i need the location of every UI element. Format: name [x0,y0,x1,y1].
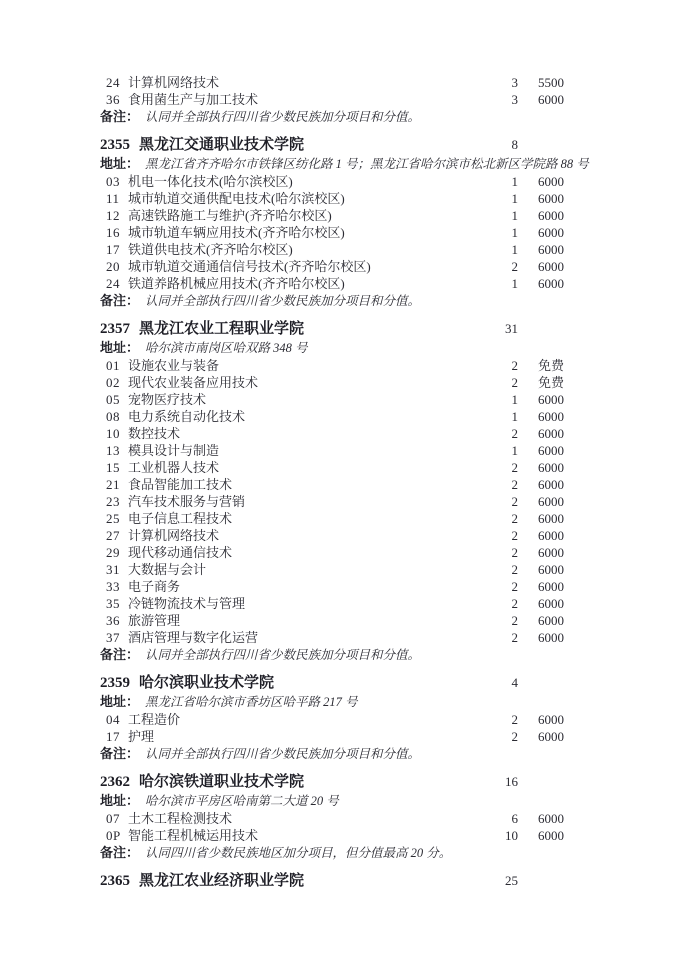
program-fee: 6000 [538,92,564,107]
program-fee: 6000 [538,477,564,492]
program-row [100,459,564,476]
program-row [100,173,564,190]
note-text: 认同并全部执行四川省少数民族加分项目和分值。 [145,648,421,662]
note-label: 备注： [100,647,140,662]
program-code: 29 [106,545,120,560]
program-quota: 3 [511,92,518,107]
program-name: 土木工程检测技术 [128,811,233,826]
program-name: 设施农业与装备 [128,358,220,373]
program-quota: 2 [511,426,518,441]
program-fee: 6000 [538,174,564,189]
program-name: 计算机网络技术 [128,528,220,543]
program-row [100,810,564,827]
program-row [100,629,564,646]
note-text: 认同四川省少数民族地区加分项目，但分值最高 20 分。 [145,846,452,860]
program-quota: 2 [511,528,518,543]
program-code: 27 [106,528,120,543]
program-row [100,711,564,728]
address-label: 地址： [100,793,140,808]
program-name: 汽车技术服务与营销 [128,494,246,509]
address-label: 地址： [100,340,140,355]
institution-header [100,319,564,339]
program-quota: 1 [511,409,518,424]
program-quota: 1 [511,174,518,189]
program-name: 城市轨道交通通信信号技术(齐齐哈尔校区) [128,259,371,274]
program-fee: 6000 [538,409,564,424]
program-row [100,728,564,745]
program-quota: 2 [511,511,518,526]
program-name: 酒店管理与数字化运营 [128,630,259,645]
address-label: 地址： [100,156,140,171]
program-fee: 6000 [538,596,564,611]
program-row [100,442,564,459]
program-quota: 2 [511,613,518,628]
institution-header [100,673,564,693]
program-fee: 6000 [538,579,564,594]
program-name: 工业机器人技术 [128,460,220,475]
program-row [100,275,564,292]
program-fee: 6000 [538,511,564,526]
program-quota: 2 [511,375,518,390]
program-name: 高速铁路施工与维护(齐齐哈尔校区) [128,208,332,223]
program-quota: 3 [511,75,518,90]
program-name: 现代农业装备应用技术 [128,375,259,390]
program-quota: 6 [511,811,518,826]
program-row [100,827,564,844]
institution-total-quota: 8 [511,137,518,152]
program-fee: 6000 [538,225,564,240]
program-fee: 6000 [538,208,564,223]
program-row [100,595,564,612]
institution-name: 黑龙江交通职业技术学院 [139,136,305,153]
remark-line [100,844,564,862]
address-line [100,693,564,711]
program-quota: 2 [511,545,518,560]
program-quota: 2 [511,358,518,373]
program-fee: 6000 [538,242,564,257]
program-name: 城市轨道车辆应用技术(齐齐哈尔校区) [128,225,345,240]
institution-code: 2359 [100,675,130,691]
address-text: 黑龙江省齐齐哈尔市铁锋区纺化路 1 号；黑龙江省哈尔滨市松北新区学院路 88 号 [145,157,589,171]
program-code: 25 [106,511,120,526]
institution-section [100,135,589,310]
program-row [100,408,564,425]
note-label: 备注： [100,109,140,124]
program-row [100,258,564,275]
program-code: 20 [106,259,120,274]
program-fee: 6000 [538,729,564,744]
program-name: 电子信息工程技术 [128,511,233,526]
program-name: 数控技术 [128,426,181,441]
program-fee: 6000 [538,426,564,441]
program-fee: 免费 [537,375,564,390]
program-name: 冷链物流技术与管理 [128,596,246,611]
program-code: 11 [106,191,120,206]
program-name: 现代移动通信技术 [128,545,233,560]
program-code: 0P [106,828,121,843]
program-code: 37 [106,630,120,645]
program-fee: 6000 [538,276,564,291]
program-code: 12 [106,208,120,223]
program-fee: 6000 [538,811,564,826]
program-code: 24 [106,75,120,90]
program-quota: 2 [511,494,518,509]
address-line [100,339,564,357]
program-code: 23 [106,494,120,509]
note-label: 备注： [100,746,140,761]
program-code: 17 [106,729,120,744]
program-quota: 2 [511,579,518,594]
program-code: 35 [106,596,120,611]
program-code: 17 [106,242,120,257]
program-fee: 6000 [538,545,564,560]
address-text: 黑龙江省哈尔滨市香坊区哈平路 217 号 [145,695,358,709]
program-code: 10 [106,426,120,441]
program-code: 15 [106,460,120,475]
program-row [100,74,564,91]
institution-section [100,772,564,862]
program-row [100,527,564,544]
program-name: 电力系统自动化技术 [128,409,246,424]
institution-name: 黑龙江农业工程职业学院 [139,320,305,337]
program-row [100,207,564,224]
program-code: 03 [106,174,120,189]
program-quota: 2 [511,477,518,492]
program-fee: 6000 [538,828,564,843]
remark-line [100,292,564,310]
program-name: 铁道养路机械应用技术(齐齐哈尔校区) [128,276,345,291]
program-row [100,544,564,561]
note-text: 认同并全部执行四川省少数民族加分项目和分值。 [145,294,421,308]
program-name: 智能工程机械运用技术 [128,828,259,843]
institution-code: 2355 [100,137,130,153]
program-row [100,510,564,527]
program-fee: 6000 [538,191,564,206]
program-code: 04 [106,712,120,727]
program-code: 36 [106,613,120,628]
program-fee: 6000 [538,443,564,458]
program-name: 计算机网络技术 [128,75,220,90]
program-fee: 5500 [538,75,564,90]
program-quota: 2 [511,460,518,475]
note-line-continuation [100,108,564,126]
institution-header [100,772,564,792]
program-quota: 1 [511,392,518,407]
program-fee: 6000 [538,528,564,543]
program-row [100,578,564,595]
program-quota: 2 [511,562,518,577]
program-quota: 1 [511,276,518,291]
remark-line [100,646,564,664]
institution-section [100,319,564,664]
remark-line [100,745,564,763]
institution-code: 2357 [100,321,130,337]
program-code: 13 [106,443,120,458]
program-name: 工程造价 [128,712,181,727]
institution-total-quota: 16 [505,774,518,789]
institution-code: 2365 [100,873,130,889]
program-name: 城市轨道交通供配电技术(哈尔滨校区) [128,191,345,206]
institution-total-quota: 31 [505,321,518,336]
admission-plan-list [100,74,589,891]
program-row [100,561,564,578]
address-line [100,792,564,810]
program-row [100,391,564,408]
program-name: 宠物医疗技术 [128,392,207,407]
institution-header [100,871,564,891]
program-quota: 1 [511,443,518,458]
program-name: 旅游管理 [128,613,181,628]
institution-name: 哈尔滨铁道职业技术学院 [139,773,305,790]
note-text: 认同并全部执行四川省少数民族加分项目和分值。 [145,747,421,761]
address-label: 地址： [100,694,140,709]
program-quota: 10 [505,828,518,843]
program-fee: 6000 [538,712,564,727]
program-name: 大数据与会计 [128,562,207,577]
program-fee: 6000 [538,259,564,274]
program-name: 模具设计与制造 [128,443,220,458]
program-code: 31 [106,562,120,577]
note-label: 备注： [100,293,140,308]
program-fee: 6000 [538,460,564,475]
program-name: 机电一体化技术(哈尔滨校区) [128,174,293,189]
program-fee: 6000 [538,562,564,577]
program-code: 16 [106,225,120,240]
program-row [100,241,564,258]
program-quota: 1 [511,208,518,223]
institution-code: 2362 [100,774,130,790]
program-row [100,190,564,207]
program-row [100,357,564,374]
institution-total-quota: 25 [505,873,518,888]
program-quota: 1 [511,242,518,257]
program-name: 电子商务 [128,579,181,594]
program-row [100,224,564,241]
program-quota: 1 [511,225,518,240]
institution-name: 黑龙江农业经济职业学院 [139,872,305,889]
address-text: 哈尔滨市南岗区哈双路 348 号 [145,341,308,355]
program-row [100,425,564,442]
program-quota: 2 [511,596,518,611]
institution-name: 哈尔滨职业技术学院 [139,674,275,691]
program-row [100,374,564,391]
note-text: 认同并全部执行四川省少数民族加分项目和分值。 [145,110,421,124]
program-row [100,91,564,108]
program-fee: 6000 [538,613,564,628]
program-fee: 免费 [537,358,564,373]
program-code: 08 [106,409,120,424]
program-code: 07 [106,811,120,826]
program-code: 24 [106,276,120,291]
program-fee: 6000 [538,494,564,509]
address-line [100,155,589,173]
program-fee: 6000 [538,630,564,645]
program-code: 36 [106,92,120,107]
program-quota: 2 [511,712,518,727]
program-quota: 2 [511,259,518,274]
program-row [100,493,564,510]
program-code: 21 [106,477,120,492]
program-name: 铁道供电技术(齐齐哈尔校区) [128,242,293,257]
program-row [100,612,564,629]
program-code: 01 [106,358,120,373]
program-quota: 2 [511,630,518,645]
institution-header [100,135,564,155]
address-text: 哈尔滨市平房区哈南第二大道 20 号 [145,794,339,808]
program-quota: 2 [511,729,518,744]
program-code: 05 [106,392,120,407]
institution-section [100,871,564,891]
note-label: 备注： [100,845,140,860]
institution-section [100,673,564,763]
program-name: 护理 [128,729,155,744]
program-row [100,476,564,493]
program-code: 33 [106,579,120,594]
program-code: 02 [106,375,120,390]
institution-total-quota: 4 [511,675,518,690]
program-fee: 6000 [538,392,564,407]
program-quota: 1 [511,191,518,206]
program-name: 食用菌生产与加工技术 [128,92,259,107]
program-name: 食品智能加工技术 [128,477,233,492]
